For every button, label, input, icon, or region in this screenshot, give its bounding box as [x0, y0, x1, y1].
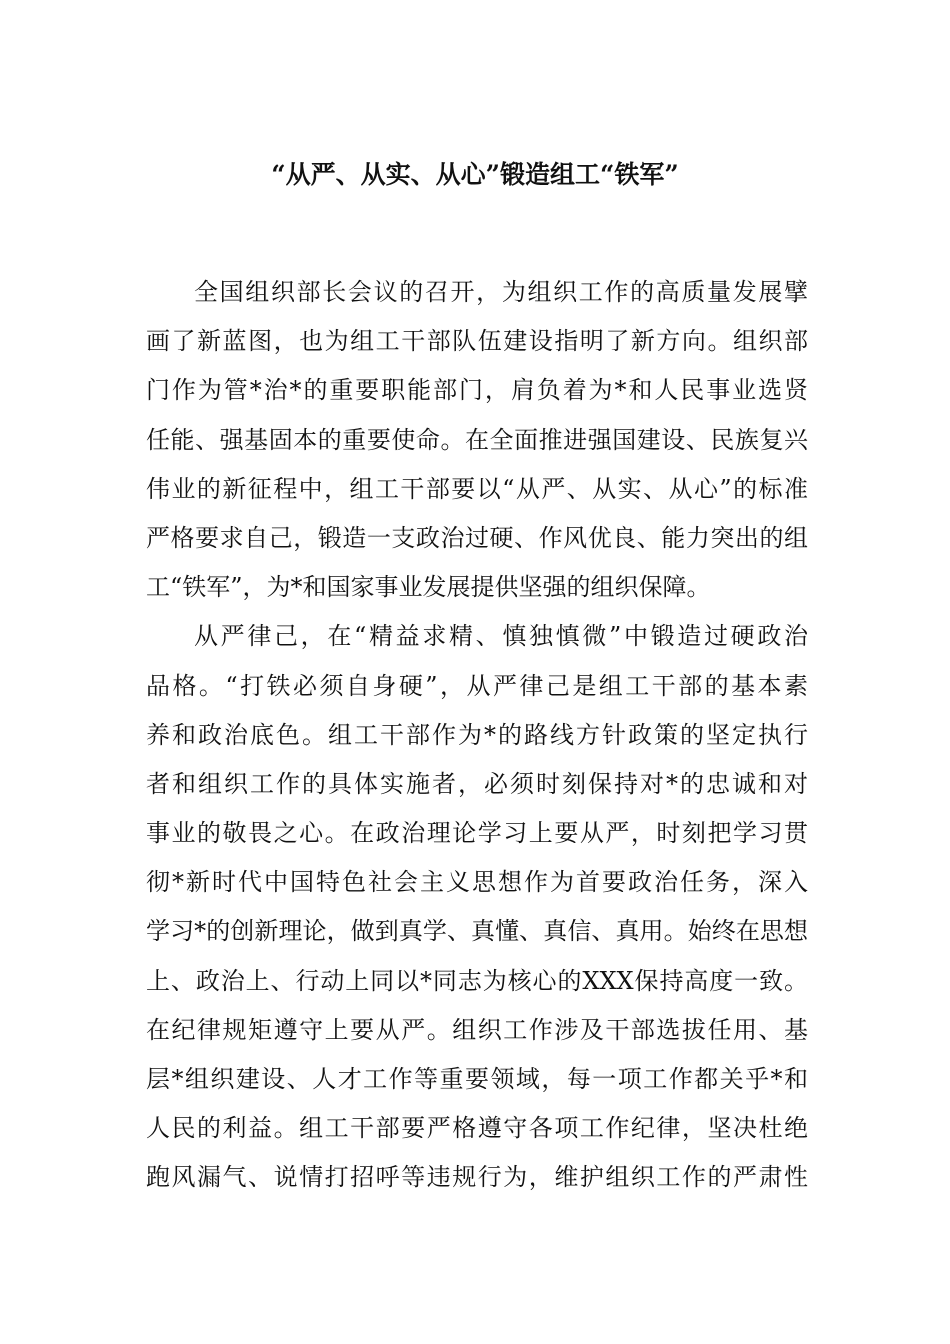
paragraph-1 — [146, 268, 808, 612]
document-title: “从严、从实、从心”锻造组工“铁军” — [271, 160, 679, 189]
text-line: 伟业的新征程中，组工干部要以“从严、从实、从心”的标准 — [146, 474, 808, 503]
paragraph-2 — [146, 612, 808, 1202]
text-line: 彻*新时代中国特色社会主义思想作为首要政治任务，深入 — [146, 868, 808, 897]
text-line: 品格。“打铁必须自身硬”，从严律己是组工干部的基本素 — [146, 671, 808, 700]
text-line: 事业的敬畏之心。在政治理论学习上要从严，时刻把学习贯 — [146, 819, 808, 848]
text-line: 严格要求自己，锻造一支政治过硬、作风优良、能力突出的组 — [146, 523, 808, 552]
text-line: 学习*的创新理论，做到真学、真懂、真信、真用。始终在思想 — [146, 917, 808, 946]
text-line: 任能、强基固本的重要使命。在全面推进强国建设、民族复兴 — [146, 425, 808, 454]
text-line: 跑风漏气、说情打招呼等违规行为，维护组织工作的严肃性 — [146, 1163, 808, 1192]
text-line: 工“铁军”，为*和国家事业发展提供坚强的组织保障。 — [146, 573, 711, 602]
text-line: 层*组织建设、人才工作等重要领域，每一项工作都关乎*和 — [146, 1065, 808, 1093]
text-line: 在纪律规矩遵守上要从严。组织工作涉及干部选拔任用、基 — [146, 1015, 808, 1044]
document-body — [146, 268, 808, 1203]
text-line: 人民的利益。组工干部要严格遵守各项工作纪律，坚决杜绝 — [146, 1114, 808, 1143]
text-line: 上、政治上、行动上同以*同志为核心的XXX保持高度一致。 — [146, 966, 808, 995]
text-line: 从严律己，在“精益求精、慎独慎微”中锻造过硬政治 — [194, 622, 808, 651]
text-line: 养和政治底色。组工干部作为*的路线方针政策的坚定执行 — [146, 720, 808, 749]
text-line: 全国组织部长会议的召开，为组织工作的高质量发展擘 — [194, 278, 808, 306]
text-line: 门作为管*治*的重要职能部门，肩负着为*和人民事业选贤 — [146, 376, 808, 405]
text-line: 者和组织工作的具体实施者，必须时刻保持对*的忠诚和对 — [146, 769, 808, 798]
text-line: 画了新蓝图，也为组工干部队伍建设指明了新方向。组织部 — [146, 327, 808, 356]
